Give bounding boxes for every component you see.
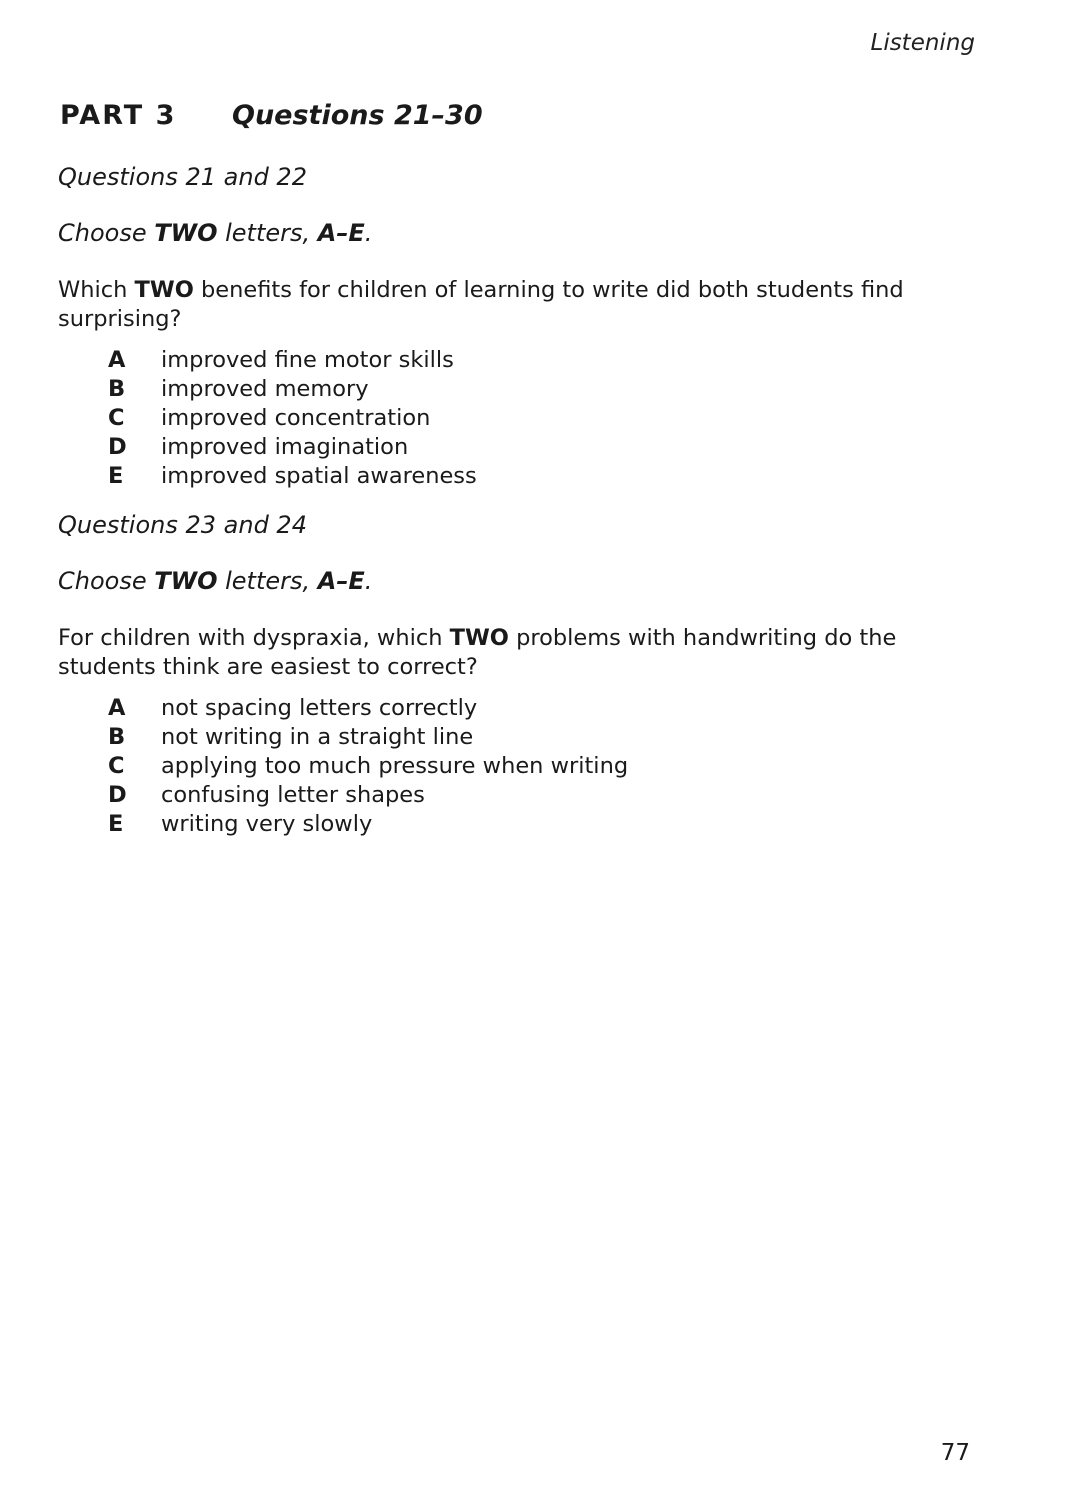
option-letter: B: [108, 724, 126, 750]
instruction-letters: A–E: [317, 219, 365, 247]
group-title: Questions 23 and 24: [58, 511, 307, 539]
options-list: [58, 694, 988, 839]
option-item: [108, 375, 988, 404]
option-item: [108, 462, 988, 491]
option-item: [108, 694, 988, 723]
instruction-count: TWO: [154, 567, 218, 595]
option-letter: D: [108, 434, 127, 460]
question-prefix: Which: [58, 277, 135, 303]
option-letter: B: [108, 376, 126, 402]
option-text: confusing letter shapes: [161, 782, 425, 808]
questions-range: Questions 21–30: [232, 100, 483, 131]
question-emphasis: TWO: [134, 277, 194, 303]
option-letter: D: [108, 782, 127, 808]
instruction-text: .: [364, 219, 373, 247]
page-number: 77: [940, 1440, 970, 1466]
instruction-count: TWO: [154, 219, 218, 247]
instruction-letters: A–E: [317, 567, 365, 595]
option-letter: E: [108, 463, 124, 489]
question-text: [58, 276, 988, 334]
option-letter: A: [108, 347, 126, 373]
option-item: [108, 752, 988, 781]
options-list: [58, 346, 988, 491]
instruction-text: .: [364, 567, 373, 595]
question-emphasis: TWO: [449, 625, 509, 651]
section-label: Listening: [870, 30, 975, 56]
option-item: [108, 781, 988, 810]
part-heading: [60, 100, 483, 131]
instruction-text: letters,: [217, 567, 318, 595]
question-suffix: benefits for children of learning to write did both students find surprising?: [58, 277, 904, 332]
question-prefix: For children with dyspraxia, which: [58, 625, 450, 651]
question-group-23-24: [58, 510, 988, 839]
part-label: PART 3: [60, 100, 177, 131]
instruction: [58, 566, 988, 596]
option-text: writing very slowly: [161, 811, 373, 837]
question-suffix: problems with handwriting do the students think are easiest to correct?: [58, 625, 897, 680]
option-text: applying too much pressure when writing: [161, 753, 629, 779]
instruction: [58, 218, 988, 248]
question-text: [58, 624, 988, 682]
option-letter: E: [108, 811, 124, 837]
instruction-text: Choose: [58, 567, 155, 595]
instruction-text: Choose: [58, 219, 155, 247]
option-item: [108, 433, 988, 462]
option-item: [108, 723, 988, 752]
option-item: [108, 346, 988, 375]
option-item: [108, 404, 988, 433]
question-group-21-22: [58, 162, 988, 491]
option-text: not spacing letters correctly: [161, 695, 478, 721]
group-title: Questions 21 and 22: [58, 163, 307, 191]
option-letter: A: [108, 695, 126, 721]
option-text: improved imagination: [161, 434, 409, 460]
option-text: improved spatial awareness: [161, 463, 477, 489]
option-letter: C: [108, 753, 125, 779]
option-text: improved memory: [161, 376, 369, 402]
option-item: [108, 810, 988, 839]
option-letter: C: [108, 405, 125, 431]
option-text: improved concentration: [161, 405, 431, 431]
option-text: not writing in a straight line: [161, 724, 474, 750]
option-text: improved fine motor skills: [161, 347, 454, 373]
instruction-text: letters,: [217, 219, 318, 247]
